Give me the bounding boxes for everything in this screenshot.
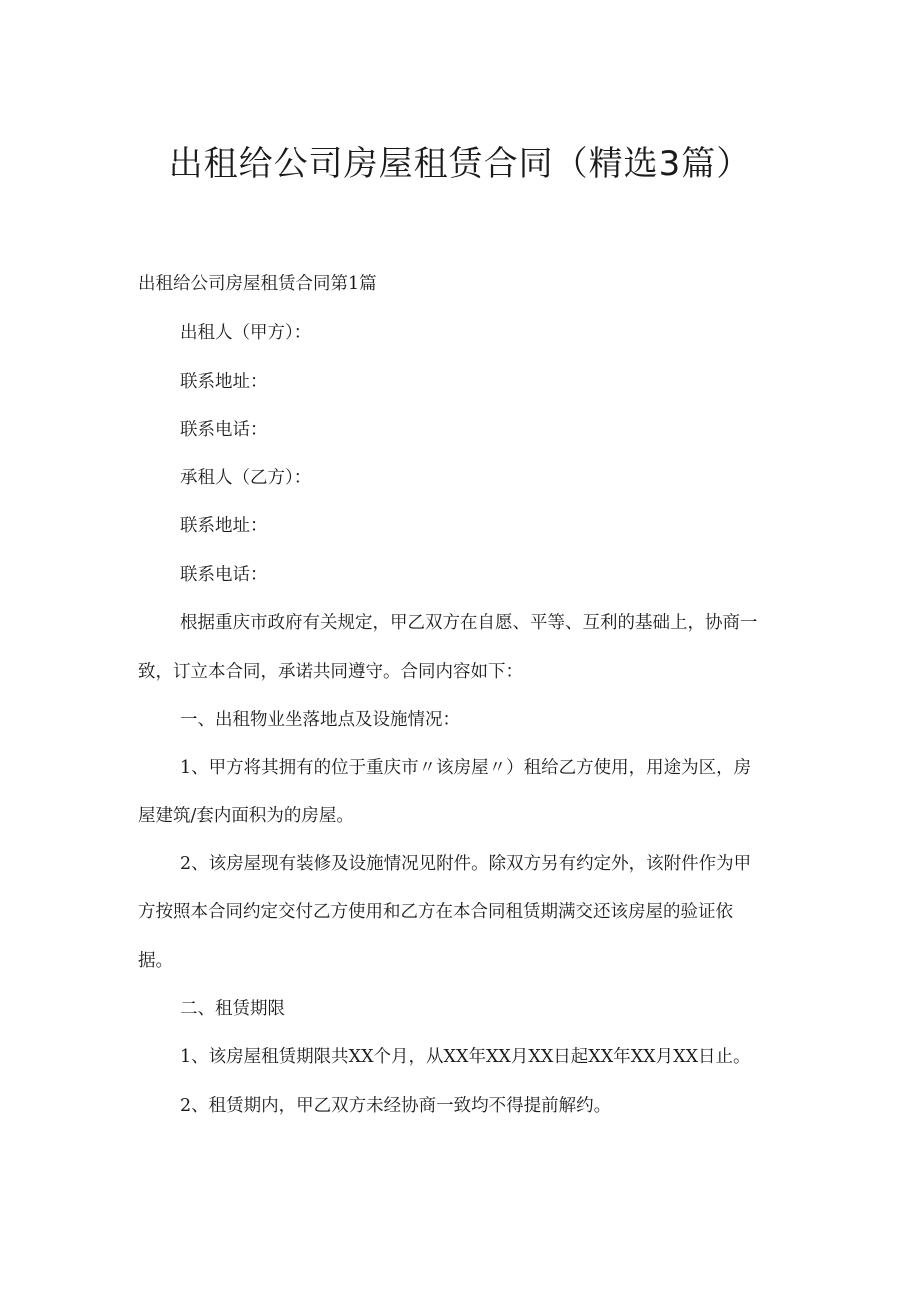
clause-1-1-line-1: 1、甲方将其拥有的位于重庆市〃该房屋〃）租给乙方使用，用途为区，房 [180,758,752,778]
clause-1-2-line-3: 据。 [138,951,173,971]
clause-1-2-line-1: 2、该房屋现有装修及设施情况见附件。除双方另有约定外，该附件作为甲 [180,854,752,874]
preamble-paragraph-line-2: 致，订立本合同，承诺共同遵守。合同内容如下： [138,662,523,682]
lessee-line: 承租人（乙方）： [180,468,312,488]
preamble-paragraph-line-1: 根据重庆市政府有关规定，甲乙双方在自愿、平等、互利的基础上，协商一 [180,613,758,633]
lessor-address-line: 联系地址： [180,372,268,392]
lessor-phone-line: 联系电话： [180,420,268,440]
section-heading: 出租给公司房屋租赁合同第1篇 [138,274,377,294]
clause-2-1: 1、该房屋租赁期限共XX个月，从XX年XX月XX日起XX年XX月XX日止。 [180,1047,751,1067]
article-2-heading: 二、租赁期限 [180,999,285,1019]
document-title: 出租给公司房屋租赁合同（精选3篇） [168,144,752,184]
clause-1-1-line-2: 屋建筑/套内面积为的房屋。 [138,806,354,826]
clause-2-2: 2、租赁期内，甲乙双方未经协商一致均不得提前解约。 [180,1096,612,1116]
lessee-phone-line: 联系电话： [180,565,268,585]
lessee-address-line: 联系地址： [180,516,268,536]
lessor-line: 出租人（甲方）： [180,323,312,343]
article-1-heading: 一、出租物业坐落地点及设施情况： [180,710,460,730]
clause-1-2-line-2: 方按照本合同约定交付乙方使用和乙方在本合同租赁期满交还该房屋的验证依 [138,902,733,922]
